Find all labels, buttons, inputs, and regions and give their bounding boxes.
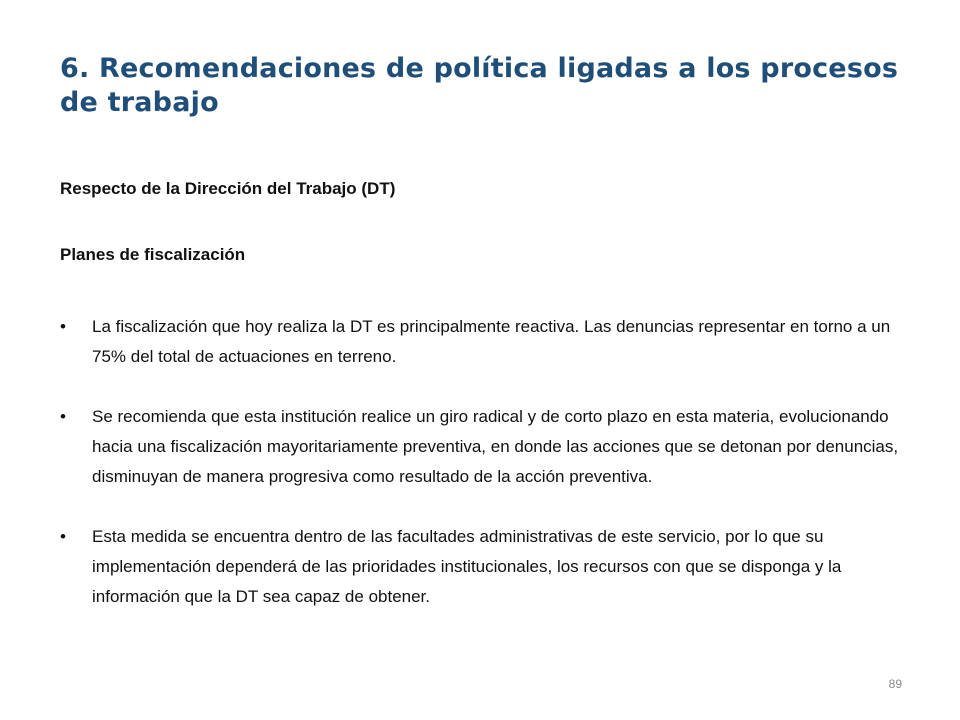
bullet-icon: • xyxy=(60,527,66,546)
bullet-text: Se recomienda que esta institución realice un giro radical y de corto plazo en esta materia, evolucionando hacia una fiscalización mayoritariamente preventiva, en donde las acciones que se detonan por denuncias, disminuyan de manera progresiva como resultado de la acción preventiva. xyxy=(92,407,899,486)
bullet-icon: • xyxy=(60,317,66,336)
section-heading-planes: Planes de fiscalización xyxy=(60,245,246,264)
section-heading-dt: Respecto de la Dirección del Trabajo (DT) xyxy=(60,179,396,198)
bullet-icon: • xyxy=(60,407,66,426)
bullet-text: Esta medida se encuentra dentro de las facultades administrativas de este servicio, por lo que su implementación dependerá de las prioridades institucionales, los recursos con que se disponga y la información que la DT sea capaz de obtener. xyxy=(92,527,842,606)
bullet-list xyxy=(60,312,910,612)
page-number: 89 xyxy=(888,677,902,691)
bullet-item xyxy=(60,312,910,372)
bullet-text: La fiscalización que hoy realiza la DT es principalmente reactiva. Las denuncias representar en torno a un 75% del total de actuaciones en terreno. xyxy=(92,317,891,366)
slide-title: 6. Recomendaciones de política ligadas a los procesos de trabajo xyxy=(60,53,899,118)
bullet-item xyxy=(60,402,910,492)
bullet-item xyxy=(60,522,910,612)
